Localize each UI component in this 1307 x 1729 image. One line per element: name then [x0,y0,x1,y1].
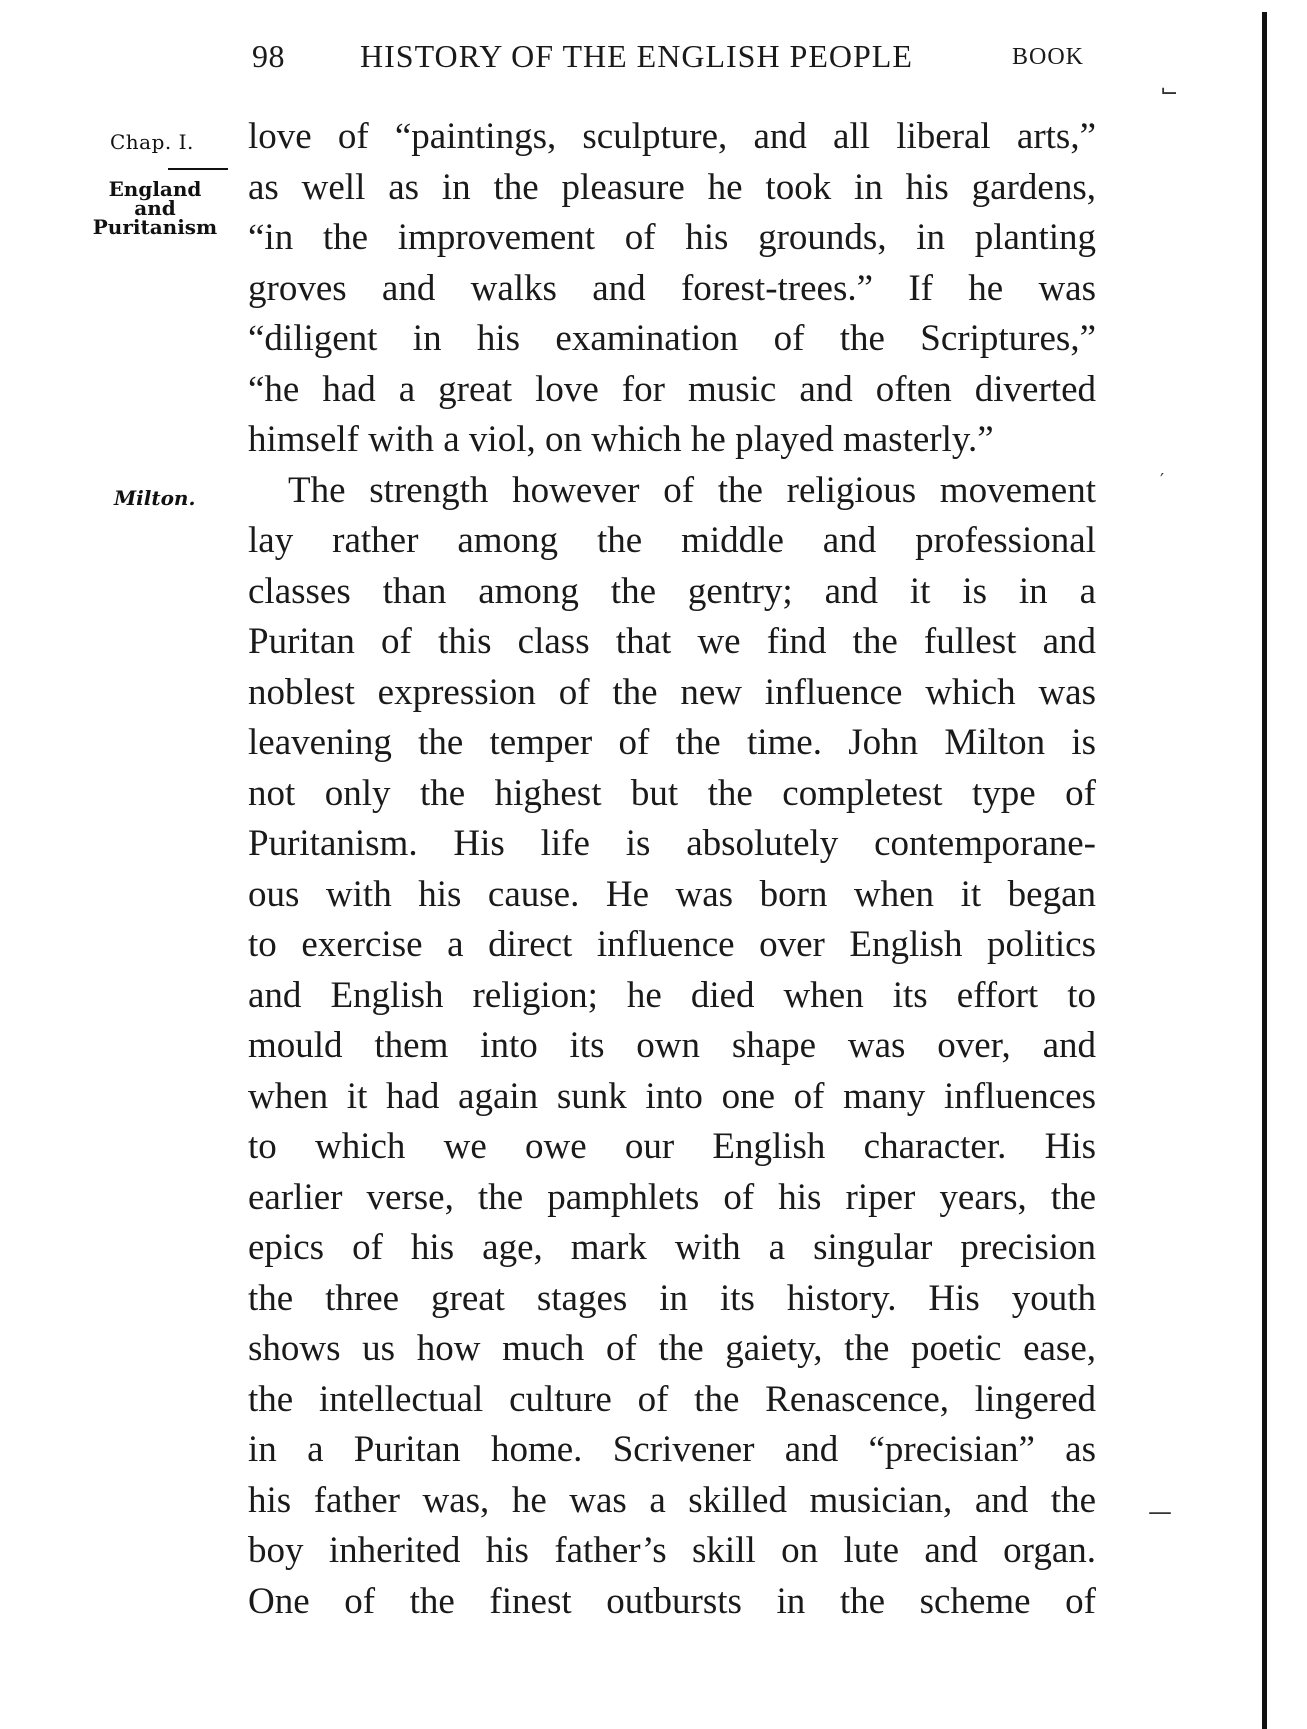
text-line: in a Puritan home. Scrivener and “precisian” as [248,1429,1096,1470]
text-line: leavening the temper of the time. John Milton is [248,722,1096,763]
text-line: groves and walks and forest-trees.” If he was [248,267,1096,309]
text-line: noblest expression of the new influence which was [248,671,1096,713]
scan-mark-icon: ′ [1160,470,1165,491]
topic-line: and [134,196,176,220]
text-line: not only the highest but the completest type of [248,772,1096,814]
text-line: Puritan of this class that we find the fullest and [248,621,1096,662]
text-line: and English religion; he died when its effort to [248,974,1096,1016]
topic-marginal-note [80,177,230,239]
text-line: the intellectual culture of the Renascence, lingered [248,1378,1096,1420]
binding-edge-rule [1262,12,1267,1729]
text-line: when it had again sunk into one of many influences [248,1075,1096,1117]
marginal-divider [168,168,228,170]
text-line: to exercise a direct influence over English politics [248,924,1096,965]
text-line: “he had a great love for music and often diverted [248,368,1096,410]
topic-line: England [108,177,202,201]
running-title: HISTORY OF THE ENGLISH PEOPLE [360,38,913,74]
section-marginal-note: Milton. [114,486,196,510]
text-line: shows us how much of the gaiety, the poetic ease, [248,1328,1096,1369]
text-line: mould them into its own shape was over, and [248,1025,1096,1066]
text-line: lay rather among the middle and professional [248,520,1096,561]
text-line: “diligent in his examination of the Scriptures,” [248,318,1096,359]
text-line: classes than among the gentry; and it is in a [248,570,1096,612]
text-line: The strength however of the religious movement [288,469,1096,511]
text-line: Puritanism. His life is absolutely contemporane- [248,823,1096,864]
text-line: One of the finest outbursts in the scheme of [248,1580,1096,1622]
book-label: BOOK [1011,44,1084,70]
text-line: as well as in the pleasure he took in his gardens, [248,166,1096,208]
text-line: love of “paintings, sculpture, and all liberal arts,” [248,116,1096,157]
scan-mark-icon: ⌙ [1160,78,1179,103]
text-line: ous with his cause. He was born when it began [248,873,1096,915]
text-line: his father was, he was a skilled musician, and the [248,1479,1096,1521]
body-text [248,112,1096,1627]
page-number: 98 [252,38,285,74]
text-line: earlier verse, the pamphlets of his riper years, the [248,1176,1096,1218]
text-line: to which we owe our English character. His [248,1126,1096,1167]
text-line: himself with a viol, on which he played masterly.” [248,419,994,460]
chapter-marginal-note: Chap. I. [110,130,194,154]
text-line: boy inherited his father’s skill on lute and organ. [248,1530,1096,1571]
scan-mark-icon: — [1148,1498,1172,1526]
topic-line: Puritanism [92,215,218,239]
text-line: epics of his age, mark with a singular precision [248,1227,1096,1268]
text-line: the three great stages in its history. His youth [248,1277,1096,1319]
text-line: “in the improvement of his grounds, in planting [248,217,1096,258]
running-header [246,38,1096,78]
